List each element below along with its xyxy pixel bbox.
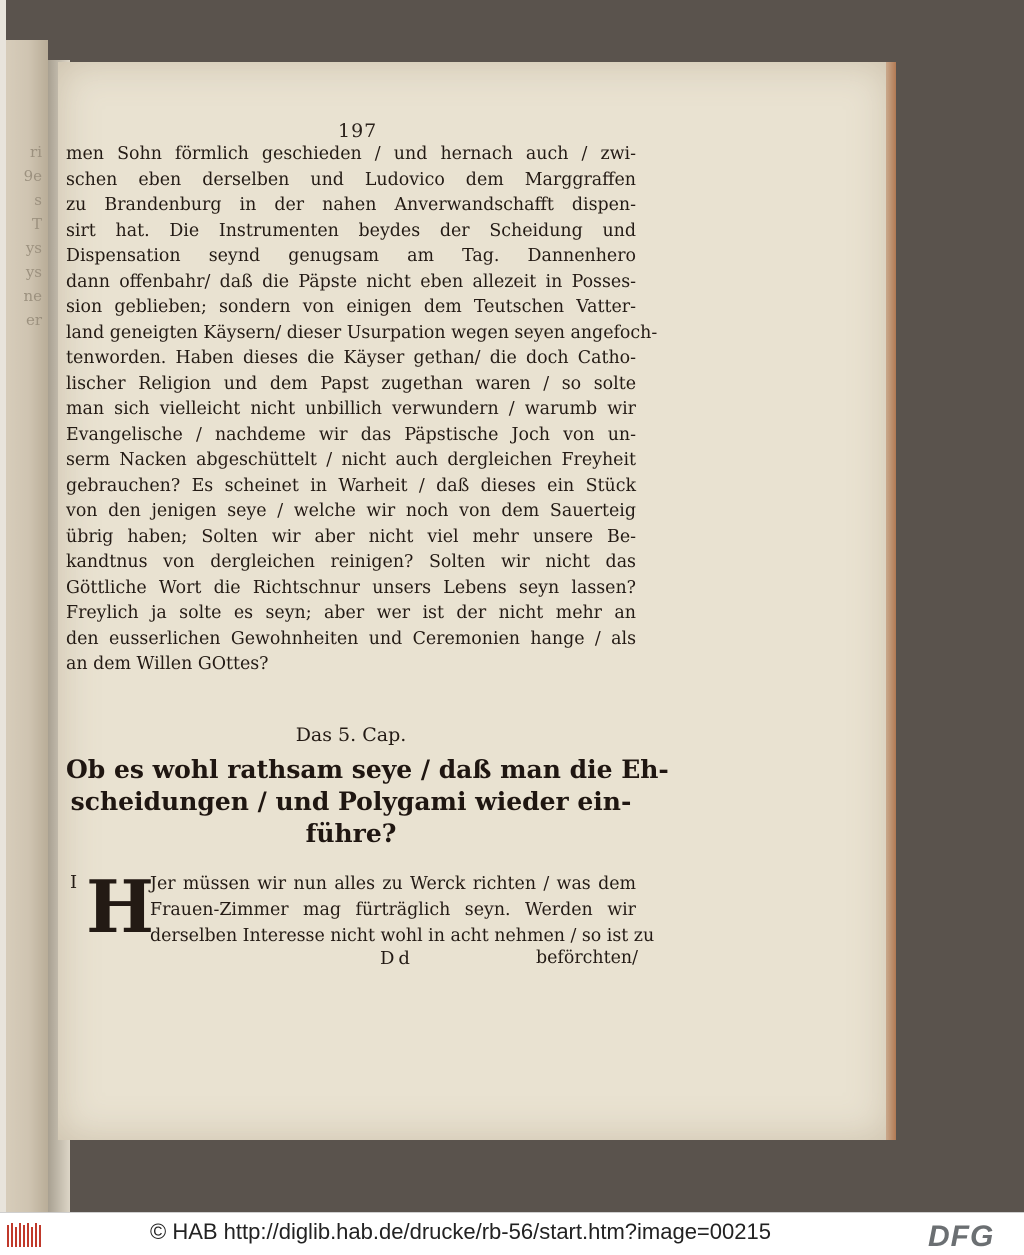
hab-barcode-logo-icon	[6, 1221, 44, 1249]
body-line: Freylich ja solte es seyn; aber wer ist der nicht mehr an	[66, 603, 636, 623]
chapter-label: Das 5. Cap.	[295, 724, 407, 746]
body-text	[66, 142, 658, 678]
body-line: tenworden. Haben dieses die Käyser gethan/ die doch Catho-	[66, 348, 636, 368]
dropcap-initial	[85, 864, 155, 949]
body-line: dann offenbahr/ daß die Päpste nicht eben allezeit in Posses-	[66, 271, 636, 292]
first-paragraph	[150, 871, 655, 949]
para-line: derselben Interesse nicht wohl in acht nehmen / so ist zu	[150, 926, 655, 946]
body-line: Dispensation seynd genugsam am Tag. Dannenhero	[66, 246, 636, 266]
body-line: man sich vielleicht nicht unbillich verwundern / warumb wir	[66, 399, 636, 419]
section-number: I	[70, 872, 78, 893]
body-line: den eusserlichen Gewohnheiten und Ceremonien hange / als	[66, 628, 636, 649]
chapter-title-line: führe?	[305, 819, 397, 848]
chapter-title	[66, 754, 669, 850]
para-line: Jer müssen wir nun alles zu Werck richten / was dem	[150, 874, 636, 894]
body-line: übrig haben; Solten wir aber nicht viel mehr unsere Be-	[66, 526, 636, 547]
body-line: Göttliche Wort die Richtschnur unsers Lebens seyn lassen?	[66, 577, 636, 598]
para-line: Frauen-Zimmer mag fürträglich seyn. Werden wir	[150, 900, 636, 920]
body-line: men Sohn förmlich geschieden / und hernach auch / zwi-	[66, 144, 636, 164]
body-line: lischer Religion und dem Papst zugethan waren / so solte	[66, 373, 636, 394]
dfg-logo: DFG	[928, 1220, 995, 1253]
body-line: Evangelische / nachdeme wir das Päpstische Joch von un-	[66, 424, 636, 445]
body-line: kandtnus von dergleichen reinigen? Solten wir nicht das	[66, 552, 636, 572]
dropcap-letter: H	[85, 864, 155, 949]
chapter-title-line: scheidungen / und Polygami wieder ein-	[70, 787, 632, 816]
page-number: 197	[338, 120, 378, 142]
footer-bar	[0, 1212, 1024, 1255]
body-line: land geneigten Käysern/ dieser Usurpation wegen seyen angefoch-	[66, 322, 658, 343]
bleed-through-text	[620, 690, 890, 990]
catchword: beförchten/	[536, 948, 638, 968]
body-line: schen eben derselben und Ludovico dem Marggraffen	[66, 169, 636, 190]
body-line: von den jenigen seye / welche wir noch von dem Sauerteig	[66, 501, 636, 521]
body-line: gebrauchen? Es scheinet in Warheit / daß dieses ein Stück	[66, 475, 636, 496]
body-line: sion geblieben; sondern von einigen dem Teutschen Vatter-	[66, 297, 636, 317]
facing-page-ghost-letters: ri 9e s T ys ys ne er	[23, 143, 42, 329]
body-line: zu Brandenburg in der nahen Anverwandschafft dispen-	[66, 195, 636, 215]
copyright-link[interactable]: © HAB http://diglib.hab.de/drucke/rb-56/start.htm?image=00215	[150, 1219, 771, 1244]
signature-mark: Dd	[380, 948, 414, 969]
chapter-title-line: Ob es wohl rathsam seye / daß man die Eh-	[66, 755, 669, 784]
body-line: serm Nacken abgeschüttelt / nicht auch dergleichen Freyheit	[66, 450, 636, 470]
body-line: sirt hat. Die Instrumenten beydes der Scheidung und	[66, 220, 636, 241]
body-line: an dem Willen GOttes?	[66, 654, 269, 674]
